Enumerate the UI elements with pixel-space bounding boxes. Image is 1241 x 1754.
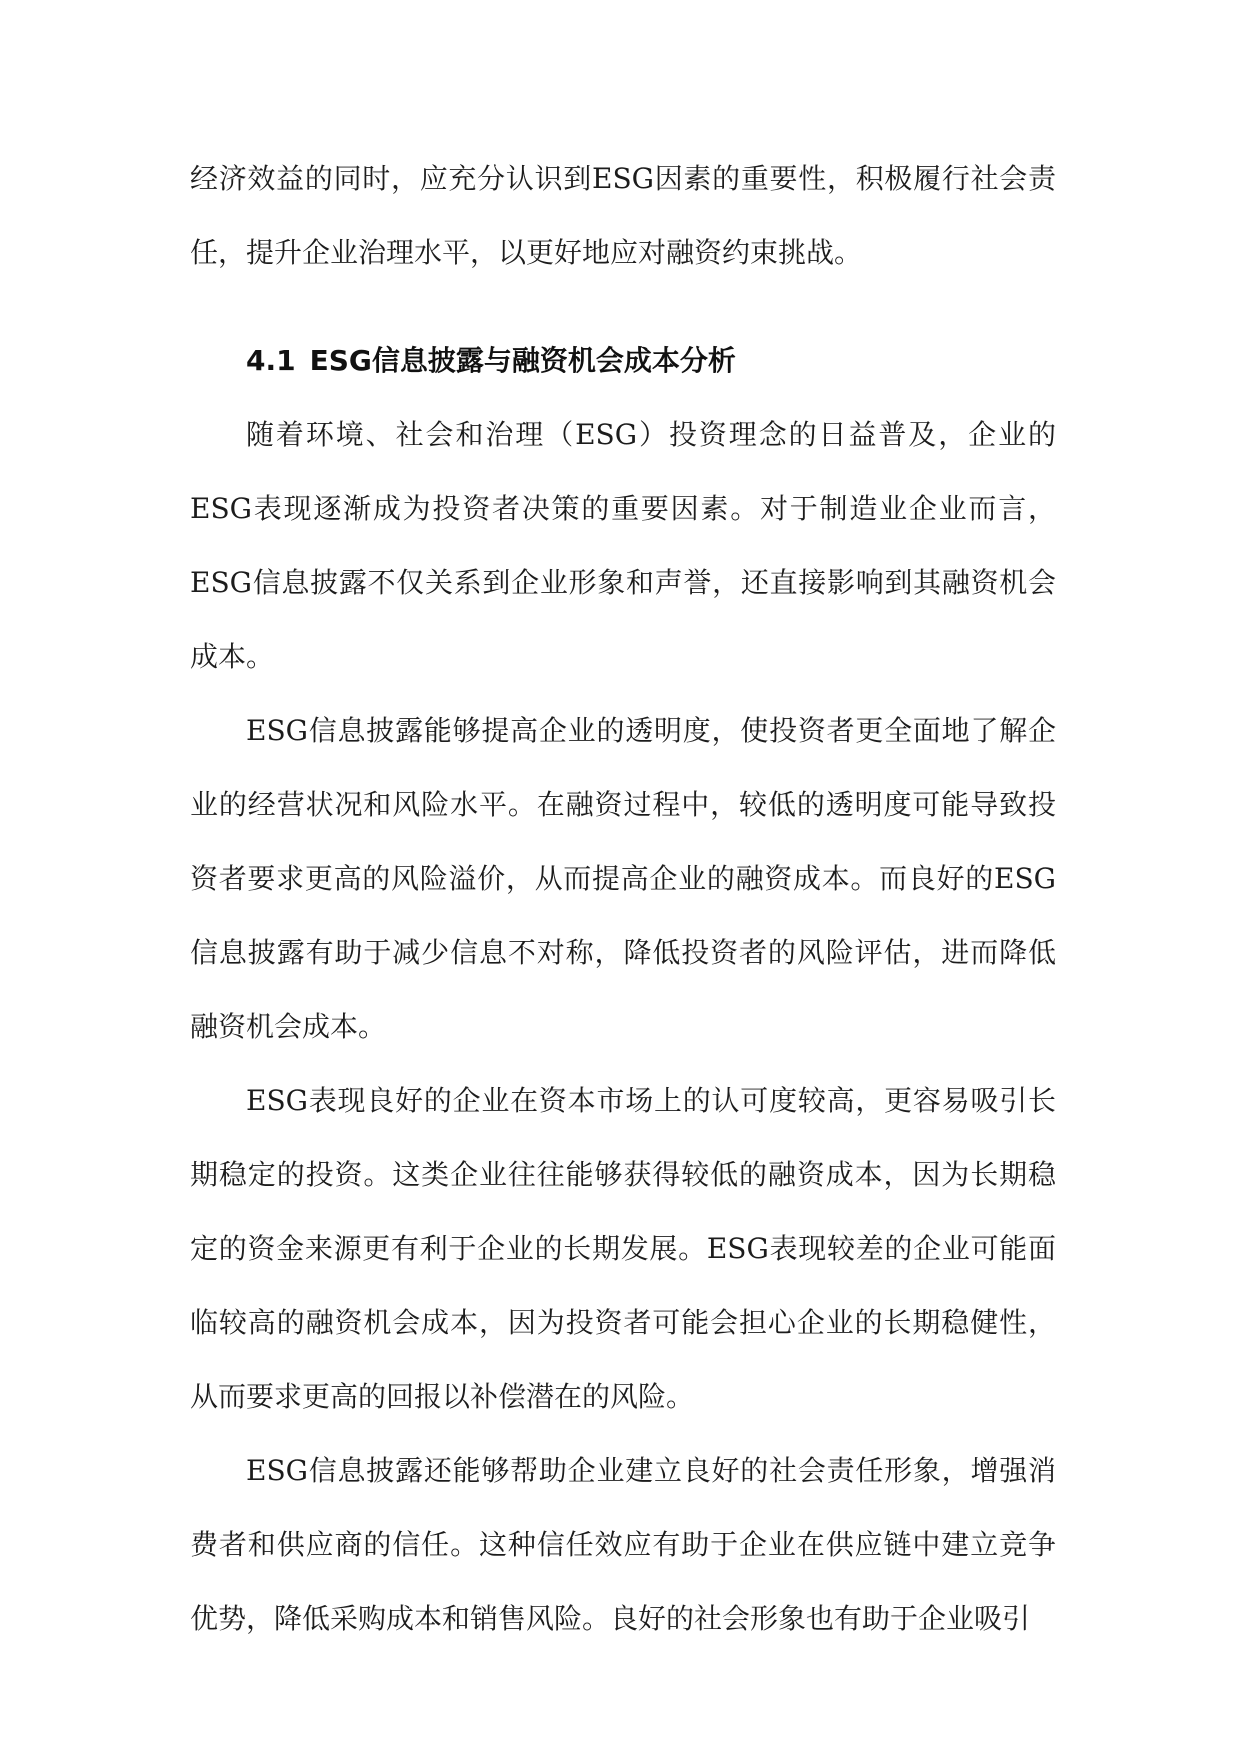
paragraph-esg-intro: 随着环境、社会和治理（ESG）投资理念的日益普及，企业的ESG表现逐渐成为投资者决策的重要因素。对于制造业企业而言，ESG信息披露不仅关系到企业形象和声誉，还直接影响到其融资机会成本。 xyxy=(190,418,1056,673)
section-title: ESG信息披露与融资机会成本分析 xyxy=(309,344,736,377)
section-number: 4.1 xyxy=(246,344,296,377)
paragraph-continued: 经济效益的同时，应充分认识到ESG因素的重要性，积极履行社会责任，提升企业治理水平，以更好地应对融资约束挑战。 xyxy=(190,162,1056,269)
paragraph-social-responsibility: ESG信息披露还能够帮助企业建立良好的社会责任形象，增强消费者和供应商的信任。这种信任效应有助于企业在供应链中建立竞争优势，降低采购成本和销售风险。良好的社会形象也有助于企业吸引 xyxy=(190,1454,1056,1635)
document-body xyxy=(190,142,1056,1656)
section-heading xyxy=(190,290,1056,398)
paragraph-capital-market: ESG表现良好的企业在资本市场上的认可度较高，更容易吸引长期稳定的投资。这类企业往往能够获得较低的融资成本，因为长期稳定的资金来源更有利于企业的长期发展。ESG表现较差的企业可能面临较高的融资机会成本，因为投资者可能会担心企业的长期稳健性，从而要求更高的回报以补偿潜在的风险。 xyxy=(190,1084,1056,1413)
paragraph-transparency: ESG信息披露能够提高企业的透明度，使投资者更全面地了解企业的经营状况和风险水平。在融资过程中，较低的透明度可能导致投资者要求更高的风险溢价，从而提高企业的融资成本。而良好的ESG信息披露有助于减少信息不对称，降低投资者的风险评估，进而降低融资机会成本。 xyxy=(190,714,1056,1043)
